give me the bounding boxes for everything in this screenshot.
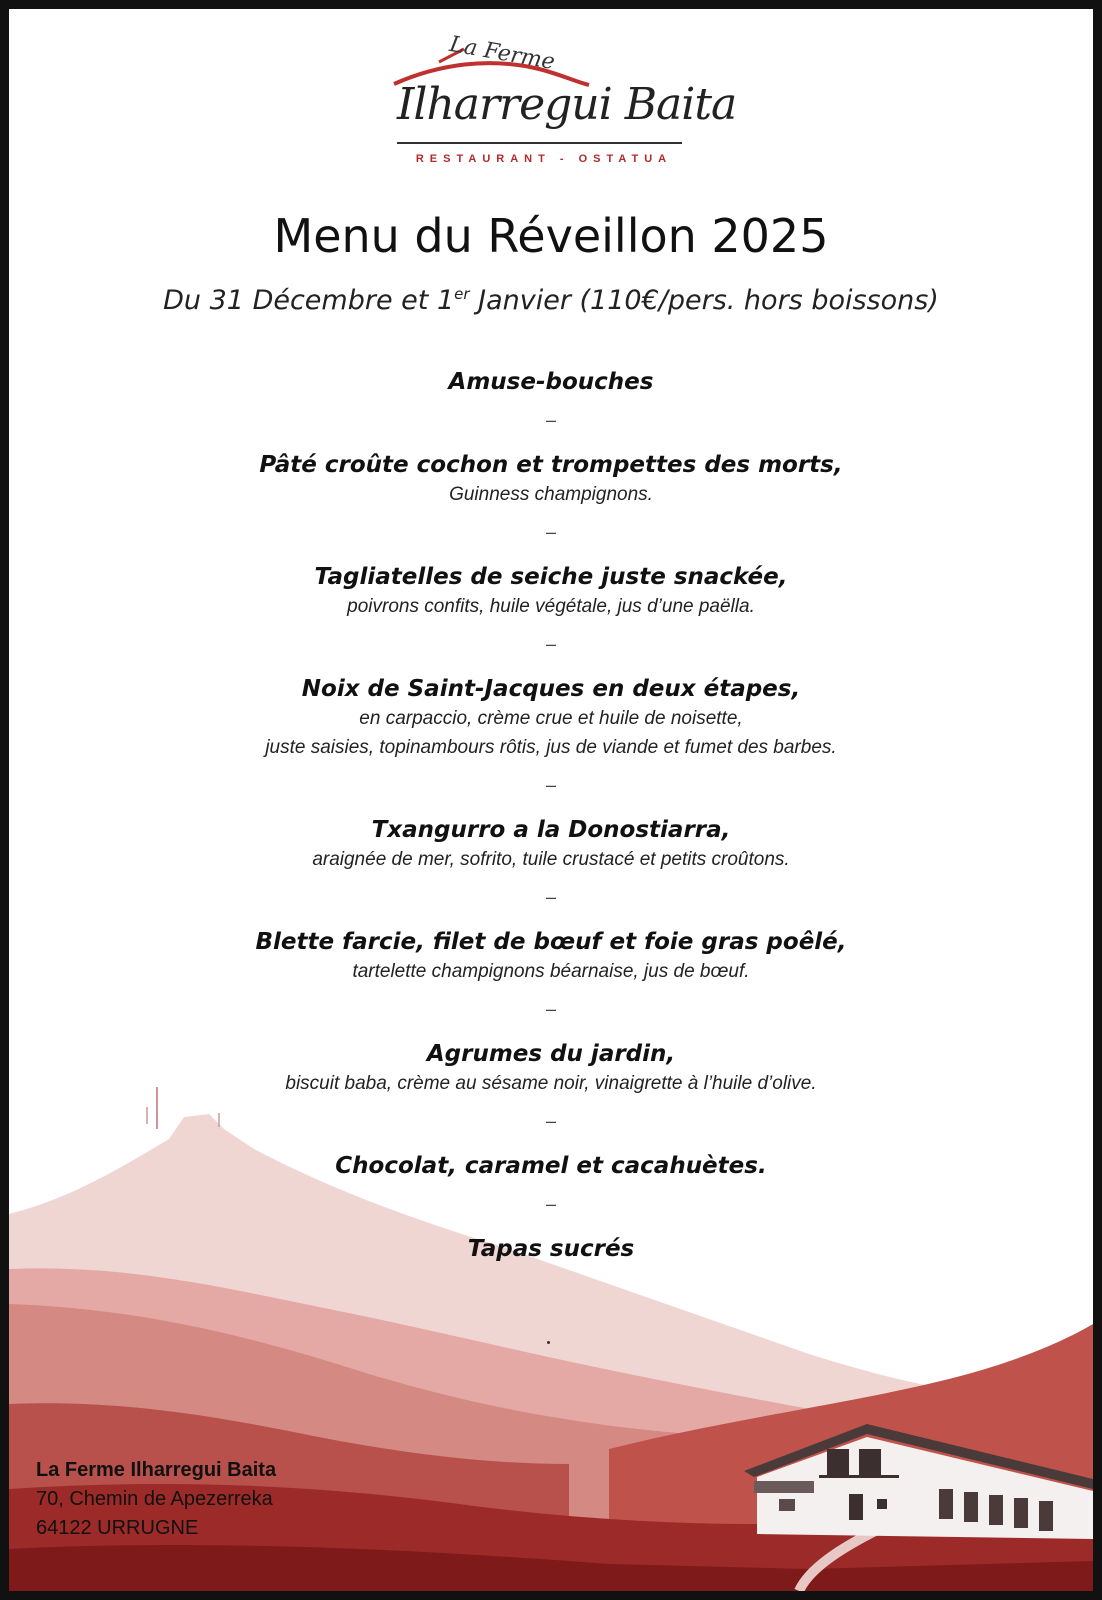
address-street: 70, Chemin de Apezerreka bbox=[36, 1488, 273, 1510]
course-description: tartelette champignons béarnaise, jus de bœuf. bbox=[352, 961, 750, 982]
course-separator: – bbox=[545, 522, 556, 542]
course-list bbox=[9, 367, 1093, 1264]
restaurant-logo bbox=[379, 29, 737, 179]
menu-subtitle: Du 31 Décembre et 1er Janvier (110€/pers. hors boissons) bbox=[163, 285, 939, 316]
restaurant-address bbox=[36, 1456, 276, 1543]
course-separator: – bbox=[545, 634, 556, 654]
logo-underline bbox=[397, 142, 682, 144]
course-name: Tapas sucrés bbox=[467, 1236, 635, 1262]
course-separator: – bbox=[545, 410, 556, 430]
course-name: Blette farcie, filet de bœuf et foie gras poêlé, bbox=[255, 929, 847, 955]
course-name: Amuse-bouches bbox=[448, 369, 654, 395]
menu-course bbox=[9, 367, 1093, 397]
dot-mark bbox=[547, 1341, 550, 1344]
course-description: juste saisies, topinambours rôtis, jus de viande et fumet des barbes. bbox=[265, 737, 837, 758]
address-city: 64122 URRUGNE bbox=[36, 1517, 199, 1539]
course-description: en carpaccio, crème crue et huile de noisette, bbox=[359, 708, 743, 729]
course-separator: – bbox=[545, 1111, 556, 1131]
course-separator: – bbox=[545, 775, 556, 795]
menu-course bbox=[9, 674, 1093, 762]
course-name: Noix de Saint-Jacques en deux étapes, bbox=[301, 676, 801, 702]
menu-title: Menu du Réveillon 2025 bbox=[273, 209, 829, 263]
menu-course bbox=[9, 562, 1093, 621]
menu-course bbox=[9, 1151, 1093, 1181]
address-name: La Ferme Ilharregui Baita bbox=[36, 1459, 277, 1481]
course-name: Tagliatelles de seiche juste snackée, bbox=[314, 564, 788, 590]
course-name: Txangurro a la Donostiarra, bbox=[371, 817, 731, 843]
course-name: Chocolat, caramel et cacahuètes. bbox=[335, 1153, 767, 1179]
course-separator: – bbox=[545, 999, 556, 1019]
logo-tagline: RESTAURANT - OSTATUA bbox=[415, 153, 673, 165]
menu-course bbox=[9, 927, 1093, 986]
menu-course bbox=[9, 1039, 1093, 1098]
course-separator: – bbox=[545, 887, 556, 907]
course-separator: – bbox=[545, 1194, 556, 1214]
logo-main-text: Ilharregui Baita bbox=[397, 79, 737, 130]
course-description: araignée de mer, sofrito, tuile crustacé et petits croûtons. bbox=[312, 849, 790, 870]
menu-course bbox=[9, 815, 1093, 874]
logo-small-text: La Ferme bbox=[447, 31, 557, 76]
menu-course bbox=[9, 450, 1093, 509]
course-name: Pâté croûte cochon et trompettes des morts, bbox=[259, 452, 843, 478]
menu-course bbox=[9, 1234, 1093, 1264]
course-description: biscuit baba, crème au sésame noir, vinaigrette à l’huile d’olive. bbox=[285, 1073, 817, 1094]
course-description: poivrons confits, huile végétale, jus d’une paëlla. bbox=[347, 596, 755, 617]
course-description: Guinness champignons. bbox=[449, 484, 653, 505]
course-name: Agrumes du jardin, bbox=[426, 1041, 676, 1067]
